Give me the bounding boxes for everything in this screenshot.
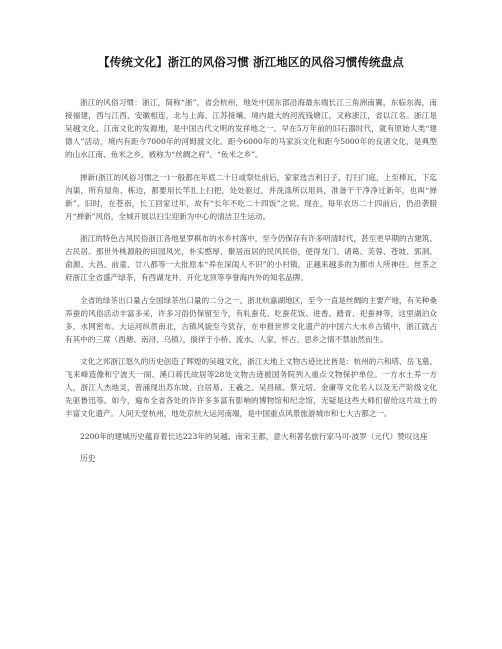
- paragraph-green-tea-silk: 全省的绿茶出口量占全国绿茶出口量的二分之一。浙北杭嘉湖地区，至今一直是丝绸的主要产地，有关种桑养蚕的风俗活动丰富多采，许多习俗仍保留至今，有轧蚕花、吃蚕花饭、进香、踏青、祀蚕神等，这里湖泊众多，水网密布。大运河纵贯南北，古镇风貌至今犹存，在申报世界文化遗产的中国六大水乡古镇中，浙江就占有其中的三席（西塘、南浔、乌镇），徜徉于小桥、流水、人家，怀古、思乡之情不禁油然而生。: [65, 295, 437, 344]
- paragraph-intro: 浙江的风俗习惯：浙江，简称“浙”，省会杭州，地处中国东部沿海最东端长江三角洲南翼，东临东海，南接福建，西与江西、安徽相连，北与上海、江苏接壤。境内最大的河流钱塘江，又称浙江，省以江名。浙江是吴越文化、江南文化的发源地，是中国古代文明的发祥地之一。早在5万年前的旧石器时代，就有原始人类“建德人”活动，境内有距今7000年的河姆渡文化。距今6000年的马家浜文化和距今5000年的良渚文化，是典型的山水江南、鱼米之乡，被称为“丝绸之府”、“鱼米之乡”。: [65, 98, 437, 159]
- paragraph-culture-heritage: 文化之邦浙江悠久的历史创造了辉煌的吴越文化，浙江大地上文物古迹比比皆是：杭州的六和塔、岳飞墓、飞来峰造像和宁波天一阁、溪口蒋氏故居等28处文物古迹被国务院列入重点文物保护单位。一方水土养一方人，浙江人杰地灵，曾涌现出苏东坡、白居易、王羲之、吴昌硕、蔡元培、金庸等文化名人以及无产阶级文化先驱鲁迅等。如今，遍布全省各处的许许多多富有影响的博物馆和纪念馆，无疑是这些大师们留给这片故土的丰富文化遗产。人间天堂杭州，地处京杭大运河南端，是中国重点风景旅游城市和七大古都之一。: [65, 357, 437, 418]
- paragraph-dansin-custom: 掸新(浙江的风俗习惯之一)一般都在年底二十日或祭灶前后，家家选吉利日子，打扫门庭，上至棒瓦，下迄沟渠，所有屋角、栋边，都要用长竿扎上扫把，处处驱过，并洗涤所以用具，准备干干净净过新年，也叫“掸新”。旧时，在苍南，长工回家过年，故有“长年不吃二十四饭”之说。现在，每年农历二十四前后，仍沿袭腊月“掸新”风俗，全城开展以扫尘迎新为中心的清洁卫生运动。: [65, 172, 437, 221]
- paragraph-ancient-villages: 浙江的特色古风民俗浙江各地星罗棋布的水乡村落中，至今仍保存有许多明清时代，甚至更早期的古建筑、古民居。那世外桃源般的田园风光，朴实憨厚、聚居而居的民风民俗，使得龙门、诸葛、芙蓉、苍坡、郭洞、俞源、大昌、前童、廿八都等一大批原本“养在深闺人不识”的小村镇，正越来越多的为都市人所神往。丝茶之府浙江全省盛产绿茶，有西湖龙井、开化龙顶等享誉海内外的知名品牌。: [65, 234, 437, 282]
- document-title: 【传统文化】浙江的风俗习惯 浙江地区的风俗习惯传统盘点: [98, 55, 404, 69]
- paragraph-hangzhou-history: 2200年的建城历史蕴育着长达223年的吴越、南宋王都，意大利著名旅行家马可·波罗（元代）赞叹这座: [80, 431, 428, 441]
- section-heading-history: 历史: [80, 454, 96, 463]
